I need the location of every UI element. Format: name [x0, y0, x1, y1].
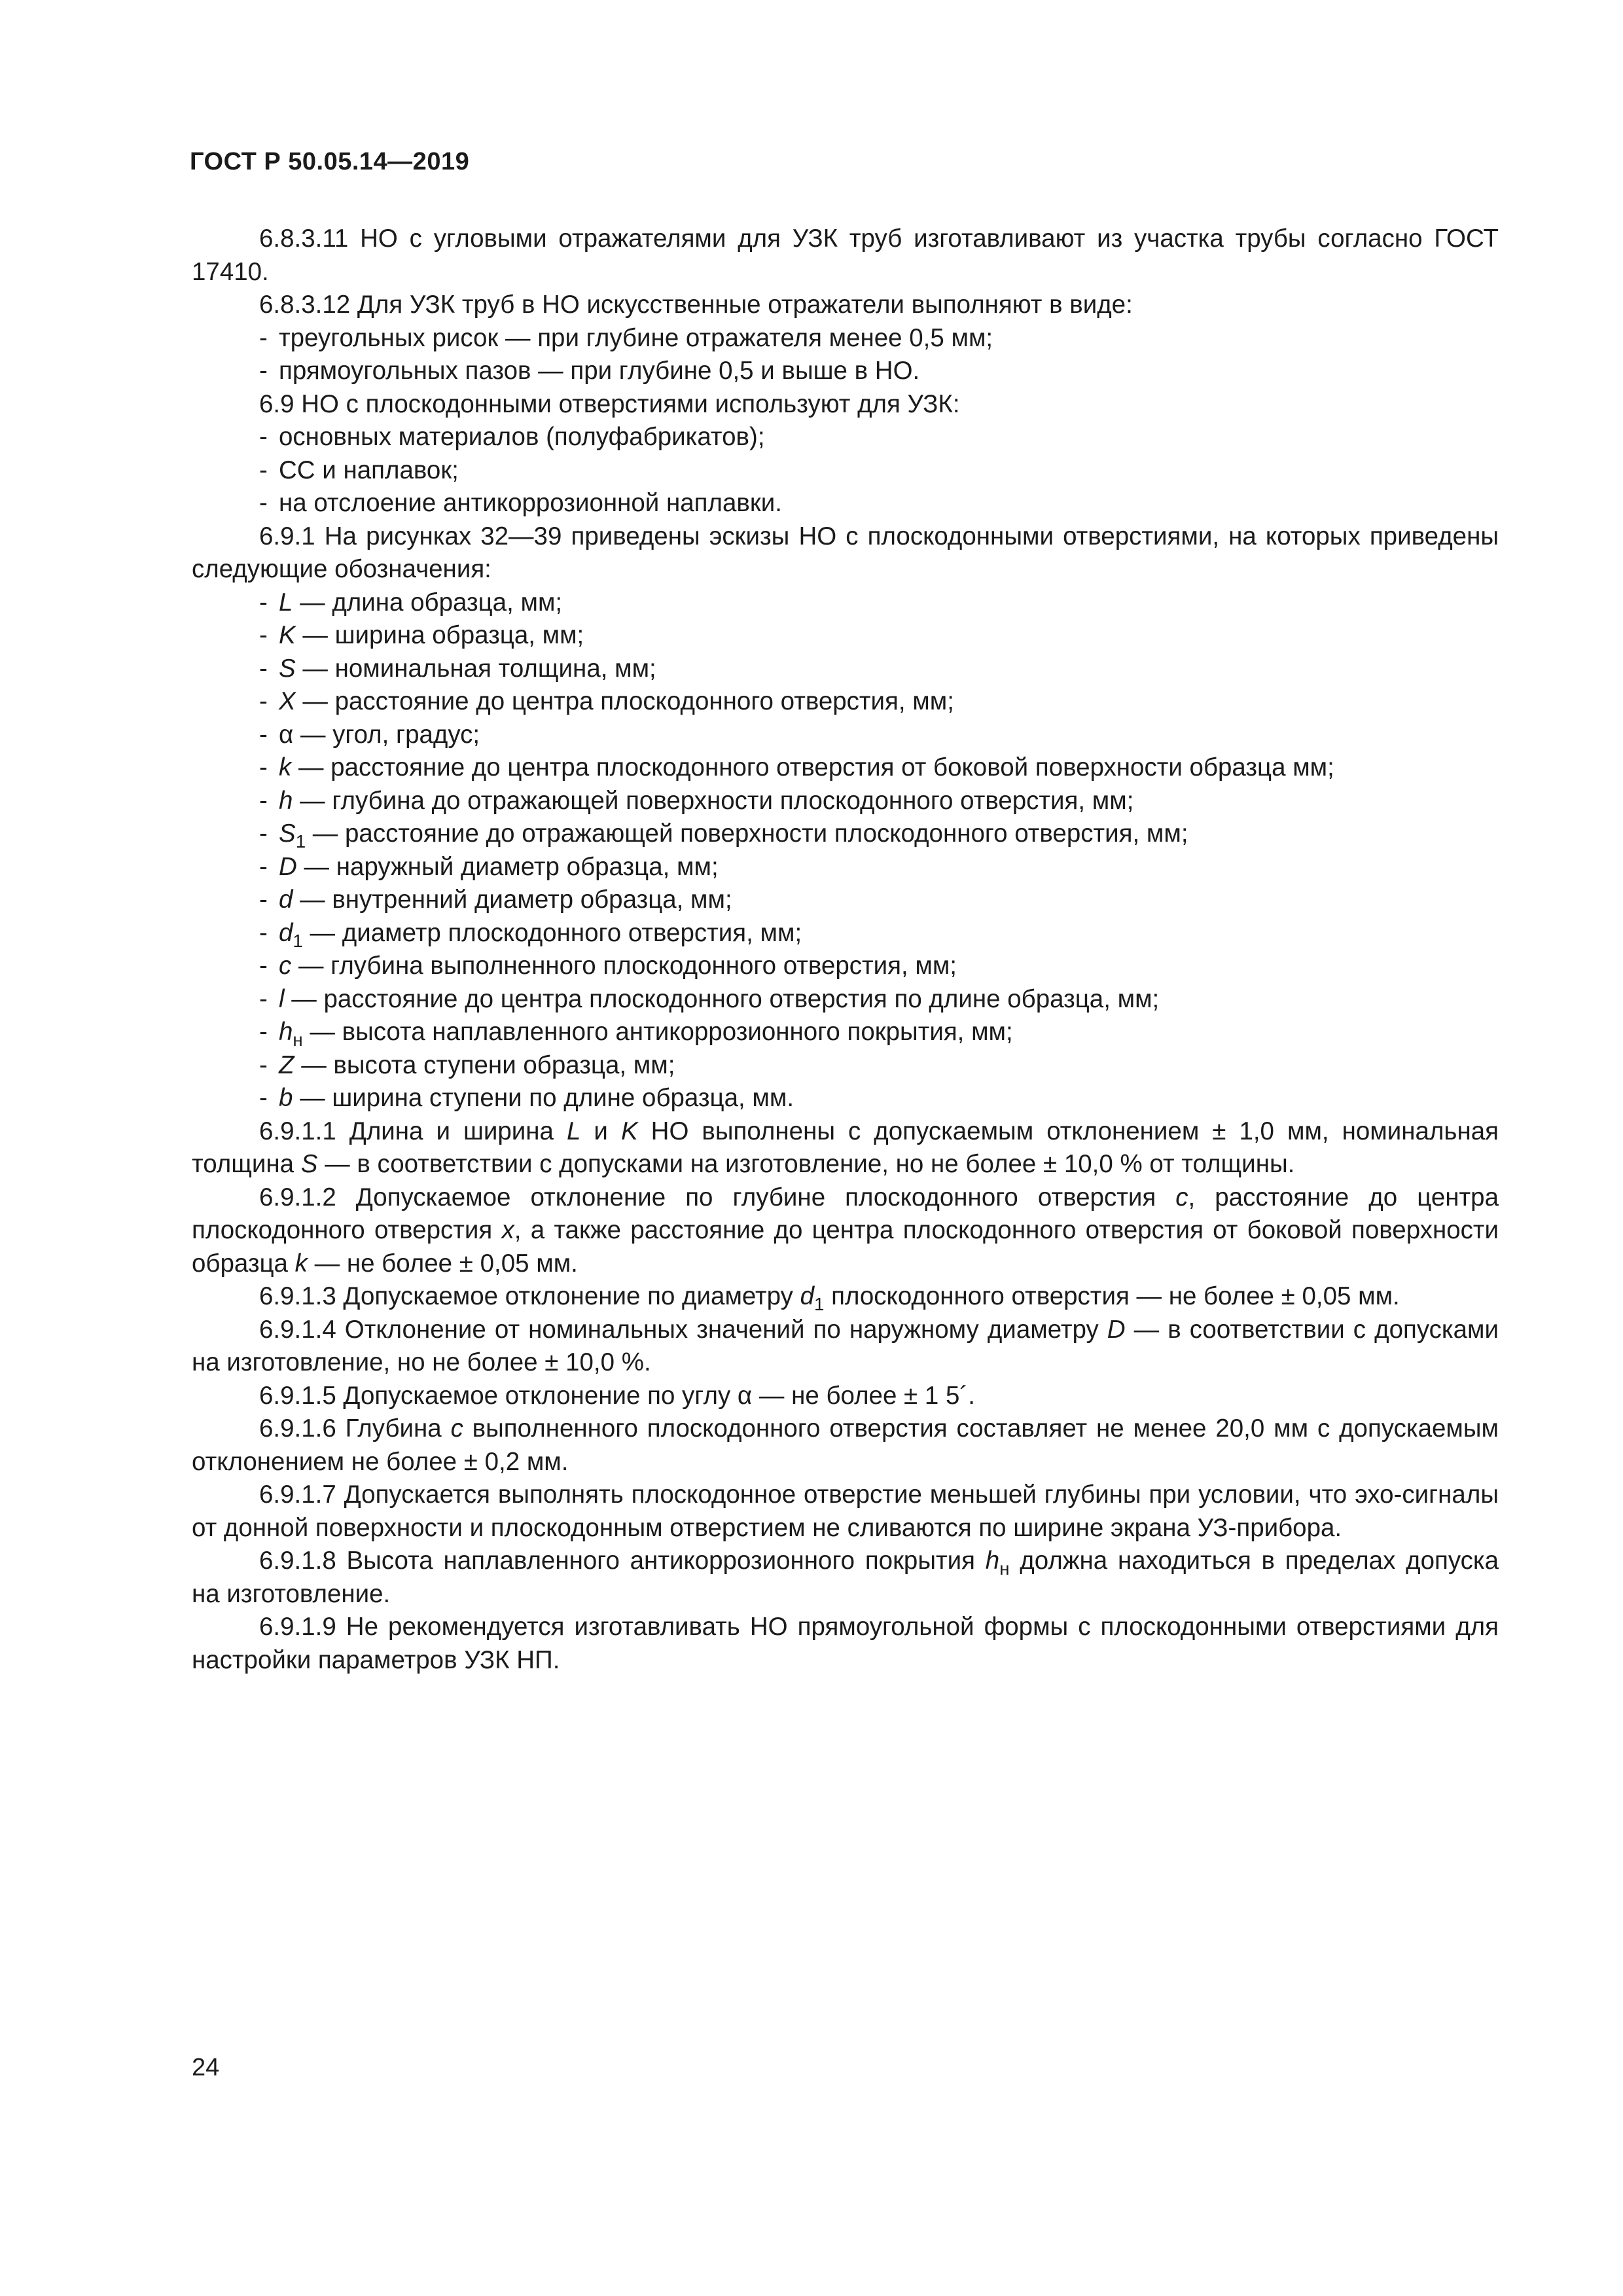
- paragraph-6-8-3-12: 6.8.3.12 Для УЗК труб в НО искусственные отражатели выполняют в виде:: [259, 291, 1133, 319]
- paragraph-6-9-1-8: 6.9.1.8 Высота наплавленного антикоррозионного покрытия $h_н$ должна находиться в пределах допуска на изготовление.: [192, 1547, 1499, 1608]
- symbol-item: - $d_1$ — диаметр плоскодонного отверстия, мм;: [259, 918, 802, 951]
- paragraph-6-9-1-5: 6.9.1.5 Допускаемое отклонение по углу α — не более ± 1 5´.: [259, 1381, 975, 1410]
- uses-list: [192, 421, 1499, 520]
- symbol-item: - l — расстояние до центра плоскодонного отверстия по длине образца, мм;: [259, 984, 1160, 1013]
- paragraph-6-8-3-11: 6.8.3.11 НО с угловыми отражателями для УЗК труб изготавливают из участка трубы согласно ГОСТ 17410.: [192, 224, 1499, 286]
- paragraph-6-9-1: 6.9.1 На рисунках 32—39 приведены эскизы НО с плоскодонными отверстиями, на которых приведены следующие обозначения:: [192, 522, 1499, 583]
- page-number: 24: [192, 2054, 220, 2081]
- paragraph-6-9-1-9: 6.9.1.9 Не рекомендуется изготавливать НО прямоугольной формы с плоскодонными отверстиями для настройки параметров УЗК НП.: [192, 1613, 1499, 1674]
- symbol-item: - h — глубина до отражающей поверхности плоскодонного отверстия, мм;: [259, 786, 1134, 815]
- paragraph-6-9-1-4: 6.9.1.4 Отклонение от номинальных значений по наружному диаметру D — в соответствии с допусками на изготовление, но не более ± 10,0 %.: [192, 1315, 1499, 1376]
- symbol-item: - D — наружный диаметр образца, мм;: [259, 852, 719, 881]
- list-item: - треугольных рисок — при глубине отражателя менее 0,5 мм;: [259, 323, 993, 352]
- symbol-item: - L — длина образца, мм;: [259, 588, 563, 617]
- symbol-item: - $h_н$ — высота наплавленного антикоррозионного покрытия, мм;: [259, 1018, 1013, 1050]
- list-item: - прямоугольных пазов — при глубине 0,5 и выше в НО.: [259, 357, 920, 385]
- paragraph-6-9-1-7: 6.9.1.7 Допускается выполнять плоскодонное отверстие меньшей глубины при условии, что эхо-сигналы от донной поверхности и плоскодонным отверстием не сливаются по ширине экрана УЗ-прибора.: [192, 1480, 1499, 1542]
- list-item: - СС и наплавок;: [259, 456, 459, 484]
- symbol-item: - d — внутренний диаметр образца, мм;: [259, 886, 732, 914]
- document-header: ГОСТ Р 50.05.14—2019: [190, 148, 470, 175]
- symbol-item: - b — ширина ступени по длине образца, мм.: [259, 1084, 794, 1112]
- list-item: - основных материалов (полуфабрикатов);: [259, 423, 765, 451]
- paragraph-6-9: 6.9 НО с плоскодонными отверстиями используют для УЗК:: [259, 389, 960, 418]
- symbol-item: - X — расстояние до центра плоскодонного отверстия, мм;: [259, 687, 954, 715]
- symbol-item: - k — расстояние до центра плоскодонного отверстия от боковой поверхности образца мм;: [259, 753, 1334, 781]
- list-item: - на отслоение антикоррозионной наплавки.: [259, 489, 782, 517]
- symbol-item: - S — номинальная толщина, мм;: [259, 654, 656, 683]
- symbol-item: - c — глубина выполненного плоскодонного отверстия, мм;: [259, 952, 957, 980]
- symbol-item: - Z — высота ступени образца, мм;: [259, 1050, 675, 1079]
- paragraph-6-9-1-3: 6.9.1.3 Допускаемое отклонение по диаметру $d_1$ плоскодонного отверстия — не более ± 0,05 мм.: [259, 1282, 1400, 1314]
- reflectors-list: [192, 322, 1499, 388]
- symbol-item: - $S_1$ — расстояние до отражающей поверхности плоскодонного отверстия, мм;: [259, 819, 1188, 852]
- paragraph-6-9-1-2: 6.9.1.2 Допускаемое отклонение по глубине плоскодонного отверстия c, расстояние до центра плоскодонного отверстия x, а также расстояние до центра плоскодонного отверстия от боковой поверхности образца k — не более ± 0,05 мм.: [192, 1183, 1499, 1278]
- paragraph-6-9-1-6: 6.9.1.6 Глубина c выполненного плоскодонного отверстия составляет не менее 20,0 мм с допускаемым отклонением не более ± 0,2 мм.: [192, 1414, 1499, 1476]
- symbols-list: [192, 586, 1499, 1115]
- document-body: [192, 223, 1499, 1677]
- symbol-item: - K — ширина образца, мм;: [259, 621, 584, 649]
- paragraph-6-9-1-1: 6.9.1.1 Длина и ширина L и K НО выполнены с допускаемым отклонением ± 1,0 мм, номинальная толщина S — в соответствии с допусками на изготовление, но не более ± 10,0 % от толщины.: [192, 1117, 1499, 1178]
- symbol-item: - α — угол, градус;: [259, 720, 480, 749]
